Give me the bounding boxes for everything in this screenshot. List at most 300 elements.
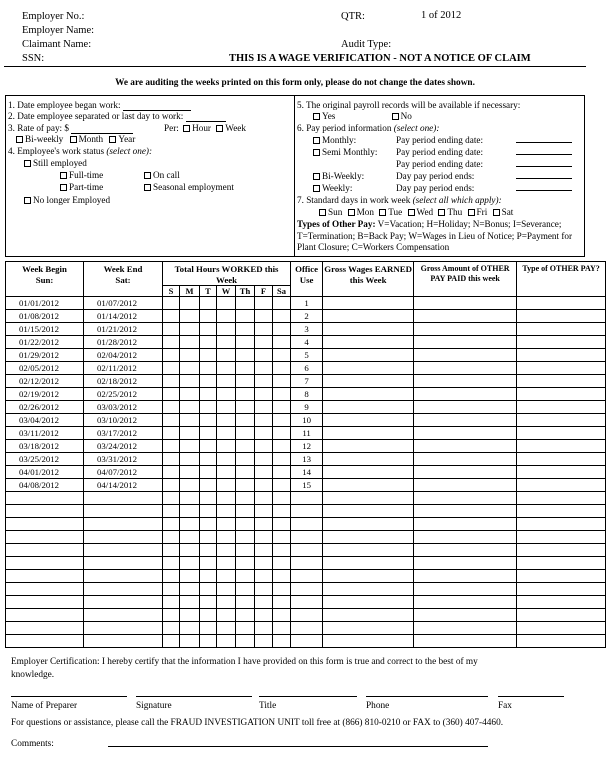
hours-t-cell[interactable] [200,531,217,544]
other-pay-amount-cell[interactable] [414,596,517,609]
gross-wages-cell[interactable] [323,427,414,440]
hours-m-cell[interactable] [180,609,200,622]
other-pay-type-cell[interactable] [517,401,606,414]
hours-sa-cell[interactable] [273,349,291,362]
hours-w-cell[interactable] [217,583,236,596]
week-end-cell[interactable] [84,622,163,635]
week-begin-cell[interactable] [6,492,84,505]
hours-sa-cell[interactable] [273,583,291,596]
hours-f-cell[interactable] [255,362,273,375]
hours-f-cell[interactable] [255,518,273,531]
hours-t-cell[interactable] [200,349,217,362]
preparer-name-line[interactable] [11,688,127,697]
gross-wages-cell[interactable] [323,375,414,388]
hours-w-cell[interactable] [217,375,236,388]
week-begin-cell[interactable] [6,609,84,622]
other-pay-type-cell[interactable] [517,518,606,531]
sun-checkbox[interactable] [319,209,326,216]
week-begin-cell[interactable] [6,583,84,596]
hours-th-cell[interactable] [236,518,255,531]
monthly-ending-field[interactable] [516,134,572,143]
hours-t-cell[interactable] [200,635,217,648]
other-pay-type-cell[interactable] [517,505,606,518]
hours-s-cell[interactable] [163,414,180,427]
hours-th-cell[interactable] [236,453,255,466]
hours-s-cell[interactable] [163,440,180,453]
hours-w-cell[interactable] [217,349,236,362]
other-pay-amount-cell[interactable] [414,466,517,479]
other-pay-type-cell[interactable] [517,297,606,310]
other-pay-type-cell[interactable] [517,466,606,479]
no-checkbox[interactable] [392,113,399,120]
other-pay-type-cell[interactable] [517,427,606,440]
other-pay-amount-cell[interactable] [414,362,517,375]
other-pay-type-cell[interactable] [517,583,606,596]
other-pay-type-cell[interactable] [517,570,606,583]
gross-wages-cell[interactable] [323,570,414,583]
hours-w-cell[interactable] [217,570,236,583]
signature-line[interactable] [136,688,252,697]
hours-th-cell[interactable] [236,388,255,401]
other-pay-amount-cell[interactable] [414,375,517,388]
week-end-cell[interactable] [84,531,163,544]
hours-t-cell[interactable] [200,388,217,401]
hours-sa-cell[interactable] [273,518,291,531]
hours-f-cell[interactable] [255,388,273,401]
hours-t-cell[interactable] [200,440,217,453]
other-pay-type-cell[interactable] [517,609,606,622]
gross-wages-cell[interactable] [323,583,414,596]
hours-w-cell[interactable] [217,622,236,635]
hours-s-cell[interactable] [163,453,180,466]
hours-t-cell[interactable] [200,323,217,336]
hours-s-cell[interactable] [163,622,180,635]
hours-m-cell[interactable] [180,297,200,310]
other-pay-amount-cell[interactable] [414,635,517,648]
hours-m-cell[interactable] [180,466,200,479]
hours-t-cell[interactable] [200,414,217,427]
year-checkbox[interactable] [109,136,116,143]
hours-th-cell[interactable] [236,362,255,375]
hours-t-cell[interactable] [200,479,217,492]
hours-th-cell[interactable] [236,297,255,310]
other-pay-amount-cell[interactable] [414,427,517,440]
hours-sa-cell[interactable] [273,336,291,349]
hours-t-cell[interactable] [200,401,217,414]
week-end-cell[interactable] [84,492,163,505]
gross-wages-cell[interactable] [323,453,414,466]
gross-wages-cell[interactable] [323,466,414,479]
hours-sa-cell[interactable] [273,453,291,466]
hours-t-cell[interactable] [200,570,217,583]
other-pay-amount-cell[interactable] [414,570,517,583]
hours-w-cell[interactable] [217,453,236,466]
hours-f-cell[interactable] [255,453,273,466]
other-pay-amount-cell[interactable] [414,518,517,531]
hours-f-cell[interactable] [255,622,273,635]
other-pay-amount-cell[interactable] [414,297,517,310]
other-pay-type-cell[interactable] [517,440,606,453]
hours-s-cell[interactable] [163,570,180,583]
hours-s-cell[interactable] [163,310,180,323]
hours-th-cell[interactable] [236,440,255,453]
hours-s-cell[interactable] [163,466,180,479]
other-pay-amount-cell[interactable] [414,505,517,518]
hours-s-cell[interactable] [163,583,180,596]
gross-wages-cell[interactable] [323,531,414,544]
week-begin-cell[interactable] [6,557,84,570]
other-pay-amount-cell[interactable] [414,336,517,349]
hours-f-cell[interactable] [255,583,273,596]
hours-sa-cell[interactable] [273,362,291,375]
hours-w-cell[interactable] [217,466,236,479]
other-pay-type-cell[interactable] [517,479,606,492]
hours-w-cell[interactable] [217,362,236,375]
week-end-cell[interactable] [84,635,163,648]
hours-w-cell[interactable] [217,596,236,609]
hours-th-cell[interactable] [236,466,255,479]
semi-monthly-checkbox[interactable] [313,149,320,156]
other-pay-amount-cell[interactable] [414,388,517,401]
full-time-checkbox[interactable] [60,172,67,179]
hours-w-cell[interactable] [217,427,236,440]
hours-sa-cell[interactable] [273,388,291,401]
gross-wages-cell[interactable] [323,635,414,648]
other-pay-amount-cell[interactable] [414,349,517,362]
hours-m-cell[interactable] [180,570,200,583]
hours-m-cell[interactable] [180,635,200,648]
hours-t-cell[interactable] [200,310,217,323]
hours-w-cell[interactable] [217,492,236,505]
no-longer-employed-checkbox[interactable] [24,197,31,204]
bi-weekly-checkbox[interactable] [313,173,320,180]
other-pay-amount-cell[interactable] [414,453,517,466]
other-pay-amount-cell[interactable] [414,479,517,492]
weekly-ends-field[interactable] [516,182,572,191]
hours-m-cell[interactable] [180,505,200,518]
other-pay-type-cell[interactable] [517,622,606,635]
other-pay-amount-cell[interactable] [414,440,517,453]
other-pay-type-cell[interactable] [517,596,606,609]
thu-checkbox[interactable] [438,209,445,216]
hours-m-cell[interactable] [180,479,200,492]
biweekly-checkbox[interactable] [16,136,23,143]
hours-f-cell[interactable] [255,531,273,544]
week-checkbox[interactable] [216,125,223,132]
hours-w-cell[interactable] [217,401,236,414]
week-begin-cell[interactable] [6,544,84,557]
on-call-checkbox[interactable] [144,172,151,179]
week-begin-cell[interactable] [6,531,84,544]
hours-th-cell[interactable] [236,414,255,427]
week-begin-cell[interactable] [6,622,84,635]
hours-m-cell[interactable] [180,375,200,388]
hours-f-cell[interactable] [255,544,273,557]
semi-monthly-ending-field-1[interactable] [516,146,572,155]
hours-f-cell[interactable] [255,297,273,310]
hours-th-cell[interactable] [236,596,255,609]
hours-s-cell[interactable] [163,518,180,531]
hours-s-cell[interactable] [163,544,180,557]
week-begin-cell[interactable] [6,505,84,518]
hours-f-cell[interactable] [255,323,273,336]
hours-sa-cell[interactable] [273,479,291,492]
date-began-field[interactable] [123,102,191,111]
week-end-cell[interactable] [84,557,163,570]
hours-s-cell[interactable] [163,297,180,310]
hours-s-cell[interactable] [163,323,180,336]
hours-t-cell[interactable] [200,492,217,505]
hours-m-cell[interactable] [180,492,200,505]
hours-s-cell[interactable] [163,557,180,570]
other-pay-type-cell[interactable] [517,349,606,362]
hours-th-cell[interactable] [236,310,255,323]
hours-w-cell[interactable] [217,388,236,401]
other-pay-amount-cell[interactable] [414,544,517,557]
title-line[interactable] [259,688,357,697]
hours-m-cell[interactable] [180,583,200,596]
gross-wages-cell[interactable] [323,609,414,622]
hours-m-cell[interactable] [180,518,200,531]
hours-t-cell[interactable] [200,505,217,518]
hours-th-cell[interactable] [236,323,255,336]
hours-m-cell[interactable] [180,349,200,362]
hours-t-cell[interactable] [200,557,217,570]
hours-w-cell[interactable] [217,414,236,427]
fax-line[interactable] [498,688,564,697]
other-pay-amount-cell[interactable] [414,531,517,544]
hours-f-cell[interactable] [255,427,273,440]
hours-w-cell[interactable] [217,297,236,310]
hours-f-cell[interactable] [255,479,273,492]
hours-f-cell[interactable] [255,349,273,362]
hours-sa-cell[interactable] [273,635,291,648]
other-pay-amount-cell[interactable] [414,310,517,323]
hours-th-cell[interactable] [236,401,255,414]
hours-th-cell[interactable] [236,622,255,635]
hours-sa-cell[interactable] [273,375,291,388]
hours-th-cell[interactable] [236,609,255,622]
other-pay-type-cell[interactable] [517,362,606,375]
hours-th-cell[interactable] [236,583,255,596]
hours-sa-cell[interactable] [273,310,291,323]
hours-w-cell[interactable] [217,479,236,492]
other-pay-type-cell[interactable] [517,323,606,336]
other-pay-amount-cell[interactable] [414,622,517,635]
hours-w-cell[interactable] [217,336,236,349]
week-begin-cell[interactable] [6,596,84,609]
hours-sa-cell[interactable] [273,492,291,505]
gross-wages-cell[interactable] [323,505,414,518]
hours-th-cell[interactable] [236,505,255,518]
hours-f-cell[interactable] [255,557,273,570]
hours-f-cell[interactable] [255,414,273,427]
hours-th-cell[interactable] [236,375,255,388]
bi-weekly-ends-field[interactable] [516,170,572,179]
hours-w-cell[interactable] [217,310,236,323]
hours-sa-cell[interactable] [273,544,291,557]
week-end-cell[interactable] [84,518,163,531]
hours-s-cell[interactable] [163,362,180,375]
gross-wages-cell[interactable] [323,310,414,323]
hours-th-cell[interactable] [236,427,255,440]
hours-w-cell[interactable] [217,609,236,622]
hours-sa-cell[interactable] [273,427,291,440]
gross-wages-cell[interactable] [323,622,414,635]
week-end-cell[interactable] [84,609,163,622]
hours-f-cell[interactable] [255,505,273,518]
gross-wages-cell[interactable] [323,336,414,349]
hours-w-cell[interactable] [217,505,236,518]
other-pay-type-cell[interactable] [517,310,606,323]
hours-f-cell[interactable] [255,570,273,583]
week-begin-cell[interactable] [6,570,84,583]
hours-sa-cell[interactable] [273,570,291,583]
gross-wages-cell[interactable] [323,544,414,557]
hours-s-cell[interactable] [163,349,180,362]
gross-wages-cell[interactable] [323,557,414,570]
part-time-checkbox[interactable] [60,184,67,191]
hours-m-cell[interactable] [180,557,200,570]
hours-f-cell[interactable] [255,635,273,648]
hours-th-cell[interactable] [236,570,255,583]
hours-f-cell[interactable] [255,401,273,414]
hours-th-cell[interactable] [236,492,255,505]
hours-f-cell[interactable] [255,440,273,453]
hours-w-cell[interactable] [217,323,236,336]
gross-wages-cell[interactable] [323,297,414,310]
hours-s-cell[interactable] [163,492,180,505]
hours-f-cell[interactable] [255,492,273,505]
gross-wages-cell[interactable] [323,518,414,531]
sat-checkbox[interactable] [493,209,500,216]
hours-sa-cell[interactable] [273,440,291,453]
hours-m-cell[interactable] [180,323,200,336]
hours-sa-cell[interactable] [273,297,291,310]
other-pay-amount-cell[interactable] [414,492,517,505]
hours-th-cell[interactable] [236,336,255,349]
hours-t-cell[interactable] [200,336,217,349]
gross-wages-cell[interactable] [323,596,414,609]
hours-t-cell[interactable] [200,375,217,388]
other-pay-type-cell[interactable] [517,336,606,349]
hours-th-cell[interactable] [236,557,255,570]
hours-s-cell[interactable] [163,505,180,518]
hours-th-cell[interactable] [236,479,255,492]
hours-sa-cell[interactable] [273,323,291,336]
hours-t-cell[interactable] [200,362,217,375]
other-pay-type-cell[interactable] [517,531,606,544]
other-pay-type-cell[interactable] [517,388,606,401]
hours-f-cell[interactable] [255,336,273,349]
still-employed-checkbox[interactable] [24,160,31,167]
hours-th-cell[interactable] [236,544,255,557]
hours-t-cell[interactable] [200,297,217,310]
hours-s-cell[interactable] [163,596,180,609]
hours-t-cell[interactable] [200,609,217,622]
gross-wages-cell[interactable] [323,323,414,336]
hours-sa-cell[interactable] [273,401,291,414]
hour-checkbox[interactable] [183,125,190,132]
hours-sa-cell[interactable] [273,414,291,427]
other-pay-amount-cell[interactable] [414,583,517,596]
hours-m-cell[interactable] [180,453,200,466]
hours-t-cell[interactable] [200,583,217,596]
hours-t-cell[interactable] [200,596,217,609]
fri-checkbox[interactable] [468,209,475,216]
other-pay-type-cell[interactable] [517,635,606,648]
other-pay-type-cell[interactable] [517,492,606,505]
other-pay-type-cell[interactable] [517,453,606,466]
hours-sa-cell[interactable] [273,596,291,609]
hours-m-cell[interactable] [180,440,200,453]
hours-m-cell[interactable] [180,414,200,427]
mon-checkbox[interactable] [348,209,355,216]
hours-sa-cell[interactable] [273,531,291,544]
weekly-checkbox[interactable] [313,185,320,192]
hours-s-cell[interactable] [163,531,180,544]
hours-s-cell[interactable] [163,479,180,492]
other-pay-type-cell[interactable] [517,375,606,388]
week-begin-cell[interactable] [6,518,84,531]
gross-wages-cell[interactable] [323,401,414,414]
hours-s-cell[interactable] [163,375,180,388]
other-pay-amount-cell[interactable] [414,414,517,427]
week-end-cell[interactable] [84,505,163,518]
hours-m-cell[interactable] [180,362,200,375]
other-pay-type-cell[interactable] [517,414,606,427]
hours-m-cell[interactable] [180,544,200,557]
other-pay-type-cell[interactable] [517,544,606,557]
other-pay-amount-cell[interactable] [414,401,517,414]
hours-f-cell[interactable] [255,609,273,622]
hours-m-cell[interactable] [180,622,200,635]
hours-sa-cell[interactable] [273,622,291,635]
hours-m-cell[interactable] [180,336,200,349]
other-pay-amount-cell[interactable] [414,323,517,336]
hours-w-cell[interactable] [217,635,236,648]
other-pay-amount-cell[interactable] [414,557,517,570]
hours-t-cell[interactable] [200,453,217,466]
hours-t-cell[interactable] [200,544,217,557]
hours-m-cell[interactable] [180,427,200,440]
phone-line[interactable] [366,688,488,697]
rate-of-pay-field[interactable] [71,125,133,134]
week-begin-cell[interactable] [6,635,84,648]
gross-wages-cell[interactable] [323,492,414,505]
hours-w-cell[interactable] [217,518,236,531]
hours-t-cell[interactable] [200,466,217,479]
hours-s-cell[interactable] [163,336,180,349]
date-separated-field[interactable] [186,113,226,122]
monthly-checkbox[interactable] [313,137,320,144]
wed-checkbox[interactable] [408,209,415,216]
hours-m-cell[interactable] [180,401,200,414]
gross-wages-cell[interactable] [323,479,414,492]
hours-s-cell[interactable] [163,388,180,401]
hours-f-cell[interactable] [255,310,273,323]
month-checkbox[interactable] [70,136,77,143]
hours-w-cell[interactable] [217,557,236,570]
hours-th-cell[interactable] [236,635,255,648]
yes-checkbox[interactable] [313,113,320,120]
hours-s-cell[interactable] [163,427,180,440]
hours-s-cell[interactable] [163,609,180,622]
week-end-cell[interactable] [84,583,163,596]
hours-f-cell[interactable] [255,596,273,609]
hours-m-cell[interactable] [180,310,200,323]
seasonal-checkbox[interactable] [144,184,151,191]
